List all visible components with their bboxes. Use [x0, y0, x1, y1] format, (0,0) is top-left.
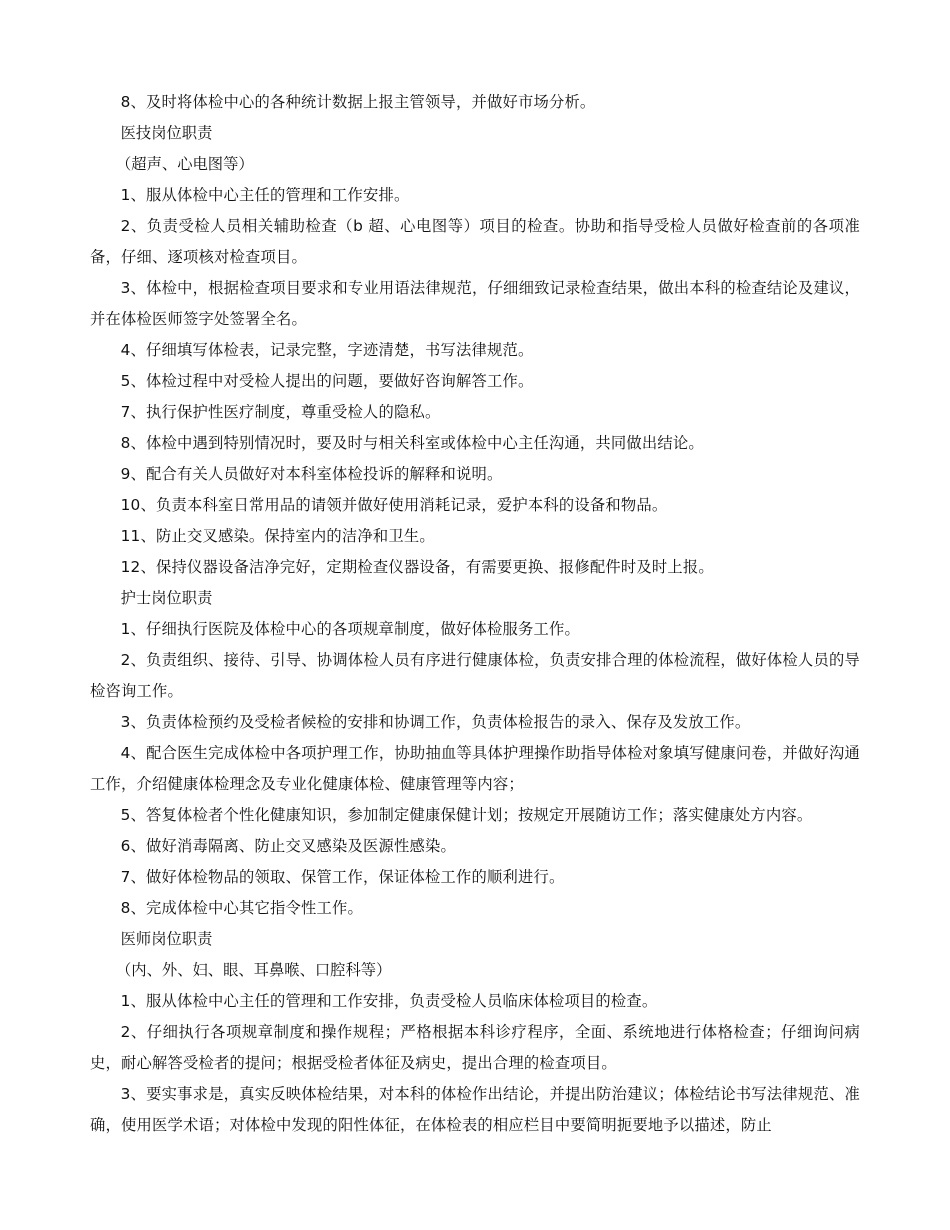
paragraph: 9、配合有关人员做好对本科室体检投诉的解释和说明。 — [120, 465, 503, 483]
paragraph: 3、负责体检预约及受检者候检的安排和协调工作，负责体检报告的录入、保存及发放工作。 — [120, 713, 751, 731]
paragraph: 1、仔细执行医院及体检中心的各项规章制度，做好体检服务工作。 — [120, 620, 580, 638]
section-subtitle: （内、外、妇、眼、耳鼻喉、口腔科等） — [116, 961, 392, 979]
paragraph: 8、完成体检中心其它指令性工作。 — [120, 899, 363, 917]
paragraph: 3、体检中，根据检查项目要求和专业用语法律规范，仔细细致记录检查结果，做出本科的检查结论及建议，并在体检医师签字处签署全名。 — [90, 279, 860, 328]
paragraph: 7、执行保护性医疗制度，尊重受检人的隐私。 — [120, 403, 441, 421]
paragraph: 7、做好体检物品的领取、保管工作，保证体检工作的顺利进行。 — [120, 868, 565, 886]
paragraph: 2、负责组织、接待、引导、协调体检人员有序进行健康体检，负责安排合理的体检流程，做好体检人员的导检咨询工作。 — [90, 651, 860, 700]
paragraph: 5、体检过程中对受检人提出的问题，要做好咨询解答工作。 — [120, 372, 534, 390]
section-heading: 医技岗位职责 — [120, 124, 213, 142]
paragraph: 2、仔细执行各项规章制度和操作规程；严格根据本科诊疗程序，全面、系统地进行体格检查；仔细询问病史，耐心解答受检者的提问；根据受检者体征及病史，提出合理的检查项目。 — [90, 1023, 860, 1072]
paragraph: 5、答复体检者个性化健康知识，参加制定健康保健计划；按规定开展随访工作；落实健康处方内容。 — [120, 806, 813, 824]
paragraph: 11、防止交叉感染。保持室内的洁净和卫生。 — [120, 527, 435, 545]
paragraph: 12、保持仪器设备洁净完好，定期检查仪器设备，有需要更换、报修配件时及时上报。 — [120, 558, 714, 576]
paragraph: 6、做好消毒隔离、防止交叉感染及医源性感染。 — [120, 837, 456, 855]
section-subtitle: （超声、心电图等） — [116, 155, 254, 173]
section-heading: 医师岗位职责 — [120, 930, 213, 948]
paragraph: 4、配合医生完成体检中各项护理工作，协助抽血等具体护理操作助指导体检对象填写健康问卷，并做好沟通工作，介绍健康体检理念及专业化健康体检、健康管理等内容； — [90, 744, 860, 793]
paragraph: 8、及时将体检中心的各种统计数据上报主管领导，并做好市场分析。 — [120, 93, 596, 111]
paragraph: 8、体检中遇到特别情况时，要及时与相关科室或体检中心主任沟通，共同做出结论。 — [120, 434, 704, 452]
paragraph: 4、仔细填写体检表，记录完整，字迹清楚，书写法律规范。 — [120, 341, 534, 359]
section-heading: 护士岗位职责 — [120, 589, 213, 607]
document-body — [90, 87, 860, 1141]
paragraph: 10、负责本科室日常用品的请领并做好使用消耗记录，爱护本科的设备和物品。 — [120, 496, 668, 514]
paragraph: 2、负责受检人员相关辅助检查（b 超、心电图等）项目的检查。协助和指导受检人员做好检查前的各项准备，仔细、逐项核对检查项目。 — [90, 217, 860, 266]
paragraph: 3、要实事求是，真实反映体检结果，对本科的体检作出结论，并提出防治建议；体检结论书写法律规范、准确，使用医学术语；对体检中发现的阳性体征，在体检表的相应栏目中要简明扼要地予以描述，防止 — [90, 1085, 860, 1134]
paragraph: 1、服从体检中心主任的管理和工作安排。 — [120, 186, 410, 204]
paragraph: 1、服从体检中心主任的管理和工作安排，负责受检人员临床体检项目的检查。 — [120, 992, 658, 1010]
